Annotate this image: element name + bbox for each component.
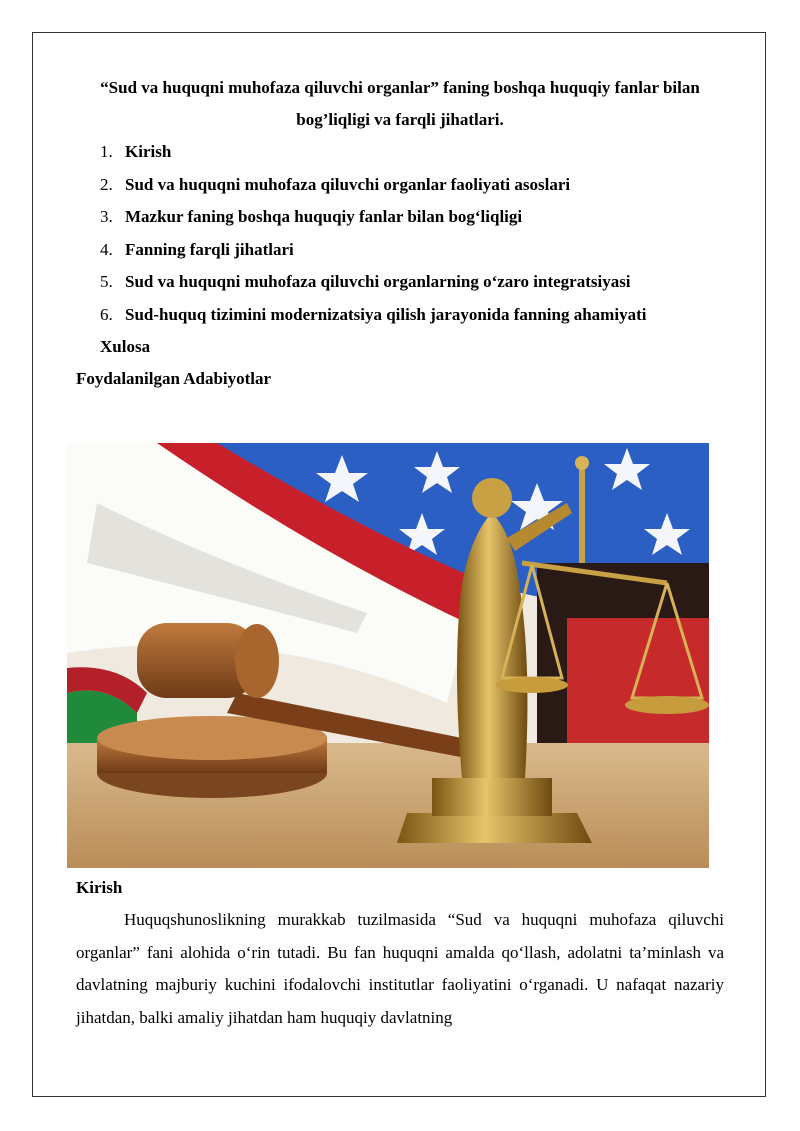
body-paragraph: Huquqshunoslikning murakkab tuzilmasida “Sud va huquqni muhofaza qiluvchi organlar” fani alohida o‘rin tutadi. Bu fan huquqni amalda qo‘llash, adolatni ta’minlash va davlatning majburiy kuchini ifodalovchi institutlar faoliyatini o‘rganadi. U nafaqat nazariy jihatdan, balki amaliy jihatdan ham huquqiy davlatning — [76, 910, 724, 1027]
toc-item-text: Sud va huquqni muhofaza qiluvchi organlar faoliyati asoslari — [125, 174, 571, 194]
toc-item-number: 3. — [100, 207, 113, 226]
scale-pan-right — [625, 696, 709, 714]
toc-item-text: Mazkur faning boshqa huquqiy fanlar bilan bog‘liqligi — [125, 207, 523, 226]
toc-item — [100, 266, 646, 299]
justice-illustration — [67, 443, 709, 868]
toc-item — [100, 234, 646, 267]
toc-item-number: 6. — [100, 304, 113, 324]
toc-item — [100, 201, 646, 234]
scale-pan-left — [496, 677, 568, 693]
toc-item-number: 4. — [100, 239, 113, 259]
toc-item-number: 5. — [100, 272, 113, 291]
toc-item — [100, 299, 646, 332]
table-of-contents — [100, 136, 646, 331]
toc-item — [100, 169, 646, 202]
statue-base — [397, 813, 592, 843]
toc-item-text: Sud va huquqni muhofaza qiluvchi organlarning o‘zaro integratsiyasi — [125, 272, 631, 291]
toc-item-number: 2. — [100, 174, 113, 194]
statue-head — [472, 478, 512, 518]
section-heading: Kirish — [76, 878, 123, 897]
toc-references: Foydalanilgan Adabiyotlar — [76, 369, 272, 388]
toc-item-text: Kirish — [125, 142, 172, 161]
toc-item-text: Fanning farqli jihatlari — [125, 239, 294, 259]
toc-item-text: Sud-huquq tizimini modernizatsiya qilish jarayonida fanning ahamiyati — [125, 304, 647, 324]
toc-item-number: 1. — [100, 142, 113, 161]
toc-conclusion: Xulosa — [100, 337, 151, 356]
toc-item — [100, 136, 646, 169]
document-title: “Sud va huquqni muhofaza qiluvchi organlar” faning boshqa huquqiy fanlar bilan bog’liqligi va farqli jihatlari. — [100, 78, 700, 129]
